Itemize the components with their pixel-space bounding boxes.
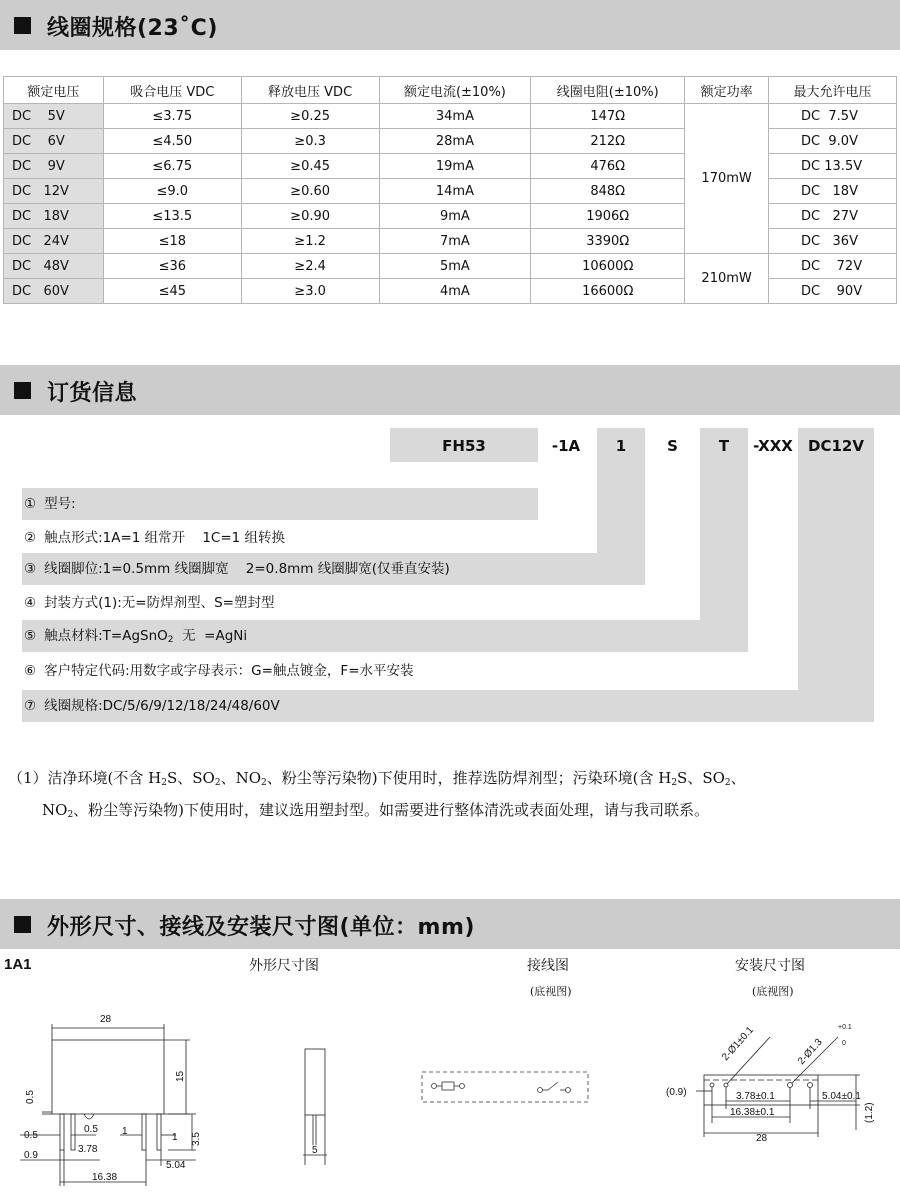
item-number: ⑥: [24, 663, 37, 679]
table-cell: DC 9V: [4, 154, 104, 179]
section-title: 外形尺寸、接线及安装尺寸图(单位：mm): [47, 915, 475, 940]
subscript: 2: [671, 778, 678, 788]
table-cell: 10600Ω: [531, 254, 685, 279]
coil-pin-icon: [432, 1084, 437, 1089]
order-code-part-contact: -1A: [551, 437, 581, 455]
dim-label: +0.1: [838, 1024, 852, 1031]
table-cell: ≥3.0: [241, 279, 379, 304]
table-cell: DC 5V: [4, 104, 104, 129]
mounting-hole-icon: [710, 1083, 714, 1087]
header-cell: 额定功率: [685, 77, 769, 104]
section-title: 线圈规格(23˚C): [47, 16, 218, 41]
table-header-row: [4, 77, 897, 104]
subscript: 2: [161, 778, 167, 788]
square-bullet-icon: [14, 382, 31, 399]
subscript: 2: [167, 635, 174, 645]
note-text: S、SO: [166, 769, 215, 787]
order-connector: [597, 462, 645, 553]
order-item: [22, 690, 874, 722]
table-cell: DC 24V: [4, 229, 104, 254]
item-text: 封装方式(1):无=防焊剂型、S=塑封型: [44, 595, 275, 611]
note-text: 、NO: [220, 769, 262, 787]
table-row: [4, 254, 897, 279]
subscript: 2: [261, 778, 267, 788]
table-cell: DC 18V: [4, 204, 104, 229]
table-cell: ≤36: [103, 254, 241, 279]
table-cell: ≤45: [103, 279, 241, 304]
coil-spec-table: [3, 76, 897, 304]
section-header-ordering: [0, 365, 900, 415]
square-bullet-icon: [14, 17, 31, 34]
table-cell: ≤3.75: [103, 104, 241, 129]
table-cell: DC 90V: [769, 279, 897, 304]
note-text: 、粉尘等污染物)下使用时，推荐选防焊剂型；污染环境(含 H: [266, 769, 672, 787]
table-cell: DC 9.0V: [769, 129, 897, 154]
section-title: 订货信息: [47, 381, 138, 406]
table-cell: 1906Ω: [531, 204, 685, 229]
contact-pin-icon: [538, 1088, 543, 1093]
item-text: 型号:: [44, 496, 76, 512]
dim-label: (0.9): [666, 1087, 687, 1098]
footnote-line-2: [42, 799, 709, 820]
dim-label: (1.2): [864, 1102, 875, 1123]
table-cell: ≥0.3: [241, 129, 379, 154]
table-cell: 9mA: [379, 204, 531, 229]
note-text: S、SO: [677, 769, 725, 787]
table-cell: DC 48V: [4, 254, 104, 279]
item-text: 客户特定代码:用数字或字母表示：G=触点镀金，F=水平安装: [44, 663, 414, 679]
footnote-line-1: [8, 767, 746, 788]
order-item: [22, 488, 538, 520]
item-number: ③: [24, 561, 37, 577]
table-cell: DC 60V: [4, 279, 104, 304]
table-cell: 28mA: [379, 129, 531, 154]
dim-label: 1: [172, 1132, 178, 1143]
note-text: NO: [42, 801, 68, 819]
dim-label: 2-Ø1.3: [796, 1036, 825, 1068]
order-code-part-material: T: [700, 428, 748, 462]
table-cell: ≥0.45: [241, 154, 379, 179]
table-cell: 848Ω: [531, 179, 685, 204]
table-cell: DC 12V: [4, 179, 104, 204]
table-cell: ≥1.2: [241, 229, 379, 254]
mounting-drawing: [660, 1005, 890, 1155]
order-connector: [798, 462, 874, 690]
item-text: 线圈脚位:1=0.5mm 线圈脚宽 2=0.8mm 线圈脚宽(仅垂直安装): [44, 561, 450, 577]
table-cell: DC 27V: [769, 204, 897, 229]
dim-label: 3.78: [78, 1144, 98, 1155]
item-number: ⑤: [24, 628, 37, 644]
table-cell: DC 6V: [4, 129, 104, 154]
table-cell: 212Ω: [531, 129, 685, 154]
wiring-subtitle: (底视图): [530, 985, 572, 998]
side-view-drawing: [295, 1045, 340, 1165]
order-code-part-coil-spec: DC12V: [798, 428, 874, 462]
square-bullet-icon: [14, 916, 31, 933]
order-item: [22, 553, 645, 585]
dim-label: 15: [175, 1070, 186, 1082]
header-cell: 释放电压 VDC: [241, 77, 379, 104]
order-item: [22, 620, 748, 652]
mounting-hole-icon: [724, 1083, 728, 1087]
item-text: 触点形式:1A=1 组常开 1C=1 组转换: [44, 530, 286, 546]
item-text: 无 =AgNi: [173, 628, 248, 644]
section-header-coil-spec: [0, 0, 900, 50]
header-cell: 吸合电压 VDC: [103, 77, 241, 104]
outline-drawing: [0, 1010, 210, 1195]
table-cell: ≥0.90: [241, 204, 379, 229]
outline-title: 外形尺寸图: [249, 958, 319, 974]
mounting-hole-icon: [788, 1083, 793, 1088]
dim-label: 3.5: [191, 1132, 202, 1146]
dim-label: 0: [842, 1040, 846, 1047]
dim-label: 0.5: [84, 1124, 98, 1135]
header-cell: 线圈电阻(±10%): [531, 77, 685, 104]
power-cell: 210mW: [685, 254, 769, 304]
table-cell: 4mA: [379, 279, 531, 304]
dim-label: 28: [756, 1133, 768, 1144]
mount-subtitle: (底视图): [752, 985, 794, 998]
order-code-part-model: FH53: [390, 428, 538, 462]
contact-pin-icon: [566, 1088, 571, 1093]
item-text: 线圈规格:DC/5/6/9/12/18/24/48/60V: [44, 698, 280, 714]
table-cell: ≤18: [103, 229, 241, 254]
table-cell: ≥2.4: [241, 254, 379, 279]
order-item: [22, 655, 798, 687]
table-cell: 16600Ω: [531, 279, 685, 304]
dim-label: 1: [122, 1126, 128, 1137]
coil-pin-icon: [460, 1084, 465, 1089]
dim-label: 5: [312, 1145, 318, 1156]
table-cell: ≤13.5: [103, 204, 241, 229]
wiring-diagram: [420, 1070, 590, 1110]
table-cell: ≤9.0: [103, 179, 241, 204]
table-cell: 5mA: [379, 254, 531, 279]
order-item: [22, 587, 700, 619]
order-code-part-coil-pin: 1: [597, 428, 645, 462]
dim-label: 16.38±0.1: [730, 1107, 775, 1118]
table-cell: ≥0.25: [241, 104, 379, 129]
table-cell: 19mA: [379, 154, 531, 179]
table-cell: 3390Ω: [531, 229, 685, 254]
subscript: 2: [724, 778, 731, 788]
dim-label: 0.5: [25, 1090, 36, 1104]
table-cell: 34mA: [379, 104, 531, 129]
dim-label: 5.04: [166, 1160, 186, 1171]
order-code-part-package: S: [667, 437, 678, 455]
item-number: ⑦: [24, 698, 37, 714]
table-cell: DC 72V: [769, 254, 897, 279]
table-cell: DC 36V: [769, 229, 897, 254]
note-text: 、粉尘等污染物)下使用时，建议选用塑封型。如需要进行整体清洗或表面处理，请与我司联系。: [73, 801, 710, 819]
dim-label: 16.38: [92, 1172, 118, 1183]
table-row: [4, 104, 897, 129]
table-cell: 14mA: [379, 179, 531, 204]
table-cell: 476Ω: [531, 154, 685, 179]
item-text: 触点材料:T=AgSnO: [44, 628, 168, 644]
mount-title: 安装尺寸图: [735, 958, 805, 974]
item-number: ①: [24, 496, 37, 512]
dim-label: 28: [100, 1014, 112, 1025]
section-header-dimensions: [0, 899, 900, 949]
item-number: ④: [24, 595, 37, 611]
dim-label: 0.5: [24, 1130, 38, 1141]
item-number: ②: [24, 530, 37, 546]
dim-label: 5.04±0.1: [822, 1091, 861, 1102]
note-text: （1）洁净环境(不含 H: [8, 769, 162, 787]
power-cell: 170mW: [685, 104, 769, 254]
subscript: 2: [67, 810, 74, 820]
header-cell: 额定电流(±10%): [379, 77, 531, 104]
order-code-part-customer: -XXX: [753, 437, 793, 455]
table-cell: 7mA: [379, 229, 531, 254]
table-cell: DC 18V: [769, 179, 897, 204]
table-cell: ≤6.75: [103, 154, 241, 179]
note-text: 、: [730, 769, 746, 787]
header-cell: 最大允许电压: [769, 77, 897, 104]
mounting-hole-icon: [808, 1083, 813, 1088]
model-label: 1A1: [4, 956, 32, 973]
order-connector: [700, 462, 748, 622]
table-cell: DC 7.5V: [769, 104, 897, 129]
order-item: [22, 522, 597, 554]
header-cell: 额定电压: [4, 77, 104, 104]
dim-label: 2-Ø1±0.1: [720, 1024, 757, 1064]
table-cell: DC 13.5V: [769, 154, 897, 179]
dim-label: 0.9: [24, 1150, 38, 1161]
table-cell: 147Ω: [531, 104, 685, 129]
wiring-title: 接线图: [527, 958, 569, 974]
dim-label: 3.78±0.1: [736, 1091, 775, 1102]
table-cell: ≤4.50: [103, 129, 241, 154]
table-cell: ≥0.60: [241, 179, 379, 204]
subscript: 2: [214, 778, 221, 788]
